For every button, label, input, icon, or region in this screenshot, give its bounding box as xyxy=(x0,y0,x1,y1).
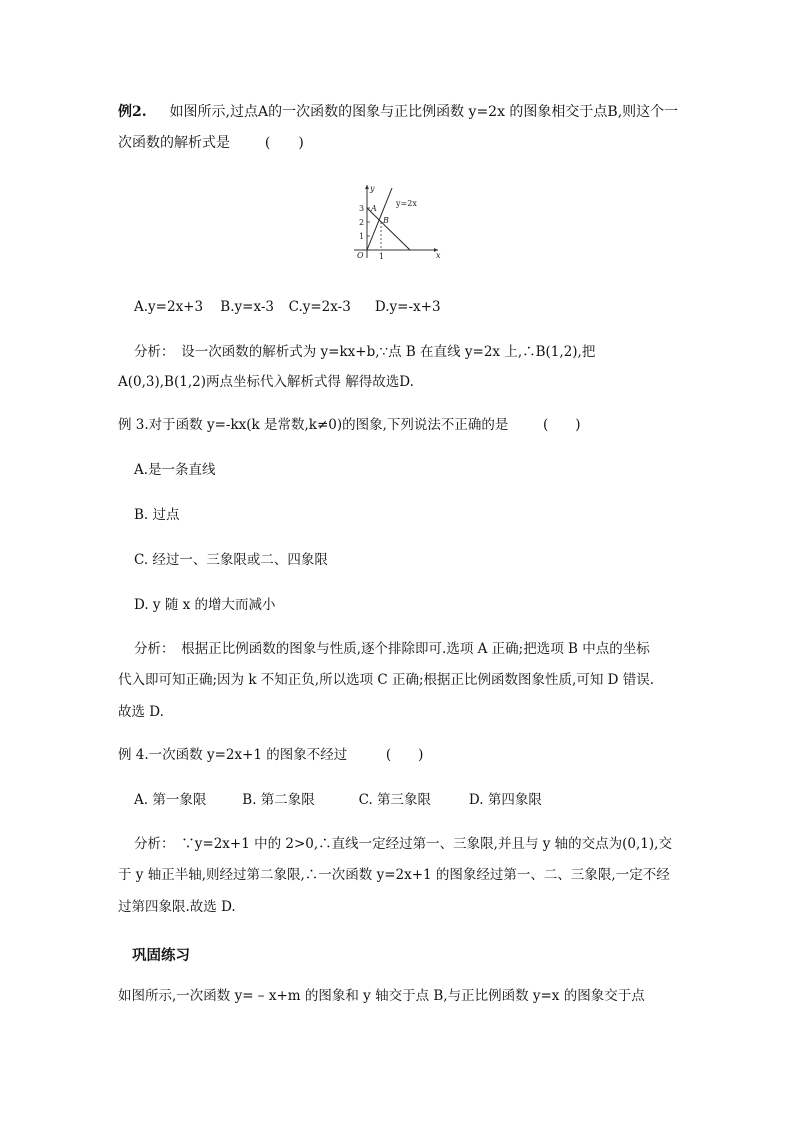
y-axis-label: y xyxy=(370,184,375,193)
option-c: C. 第三象限 xyxy=(358,792,432,808)
example3-analysis-3: 故选 D. xyxy=(118,704,164,720)
example4-stem-text: 例 4.一次函数 y=2x+1 的图象不经过 xyxy=(118,747,348,763)
example2-figure xyxy=(350,182,440,260)
example4-analysis-1: 分析： ∵y=2x+1 中的 2>0,∴直线一定经过第一、三象限,并且与 y 轴的交点为(0,1),交 xyxy=(134,836,672,852)
tick-label-x1: 1 xyxy=(379,252,385,261)
example4-analysis-2: 于 y 轴正半轴,则经过第二象限,∴一次函数 y=2x+1 的图象经过第一、二、三象限,一定不经 xyxy=(118,867,670,883)
example3-option-c: C. 经过一、三象限或二、四象限 xyxy=(134,552,328,568)
coordinate-graph xyxy=(350,182,440,260)
example4-stem xyxy=(118,746,678,764)
tick-label-1: 1 xyxy=(359,232,365,241)
example2-line2 xyxy=(118,134,678,152)
tick-label-2: 2 xyxy=(359,218,365,227)
point-b-label: B xyxy=(383,216,389,225)
example2-label: 例2. xyxy=(118,104,147,120)
example3-option-a: A.是一条直线 xyxy=(134,462,216,478)
example3-option-d: D. y 随 x 的增大而减小 xyxy=(134,597,276,613)
option-d: D. 第四象限 xyxy=(468,792,542,808)
origin-label: O xyxy=(357,251,364,260)
example4-analysis-3: 过第四象限.故选 D. xyxy=(118,899,236,915)
tick-label-3: 3 xyxy=(359,204,365,213)
line-through-a-b xyxy=(367,208,410,250)
x-axis-label: x xyxy=(436,251,441,260)
example3-paren: ( ) xyxy=(543,417,581,433)
example3-option-b: B. 过点 xyxy=(134,507,180,523)
option-b: B.y=x-3 xyxy=(220,299,274,315)
option-b: B. 第二象限 xyxy=(242,792,315,808)
practice-heading: 巩固练习 xyxy=(132,947,190,964)
example2-analysis-1: 分析： 设一次函数的解析式为 y=kx+b,∵点 B 在直线 y=2x 上,∴B(1,2),把 xyxy=(134,344,596,360)
y-axis-arrow-icon xyxy=(365,185,369,189)
option-d: D.y=-x+3 xyxy=(374,299,441,315)
option-c: C.y=2x-3 xyxy=(288,299,351,315)
example2-text-2: 次函数的解析式是 xyxy=(118,135,230,151)
example2-text-1: 如图所示,过点A的一次函数的图象与正比例函数 y=2x 的图象相交于点B,则这个一 xyxy=(169,104,679,120)
example3-analysis-1: 分析： 根据正比例函数的图象与性质,逐个排除即可.选项 A 正确;把选项 B 中点的坐标 xyxy=(134,641,650,657)
point-a-label: A xyxy=(371,204,377,213)
example3-stem xyxy=(118,416,678,434)
example2-paren: ( ) xyxy=(264,135,304,151)
line-label: y=2x xyxy=(396,199,417,208)
option-a: A.y=2x+3 xyxy=(134,299,204,315)
example2-options xyxy=(134,298,694,316)
option-a: A. 第一象限 xyxy=(134,792,207,808)
example3-stem-text: 例 3.对于函数 y=-kx(k 是常数,k≠0)的图象,下列说法不正确的是 xyxy=(118,417,509,433)
example2-analysis-2: A(0,3),B(1,2)两点坐标代入解析式得 解得故选D. xyxy=(118,374,414,390)
example2-line1 xyxy=(118,103,678,121)
example4-options xyxy=(134,791,694,809)
example3-analysis-2: 代入即可知正确;因为 k 不知正负,所以选项 C 正确;根据正比例函数图象性质,可知 D 错误. xyxy=(118,672,655,688)
practice-line-1: 如图所示,一次函数 y= – x+m 的图象和 y 轴交于点 B,与正比例函数 y=x 的图象交于点 xyxy=(118,988,645,1004)
example4-paren: ( ) xyxy=(385,747,424,763)
